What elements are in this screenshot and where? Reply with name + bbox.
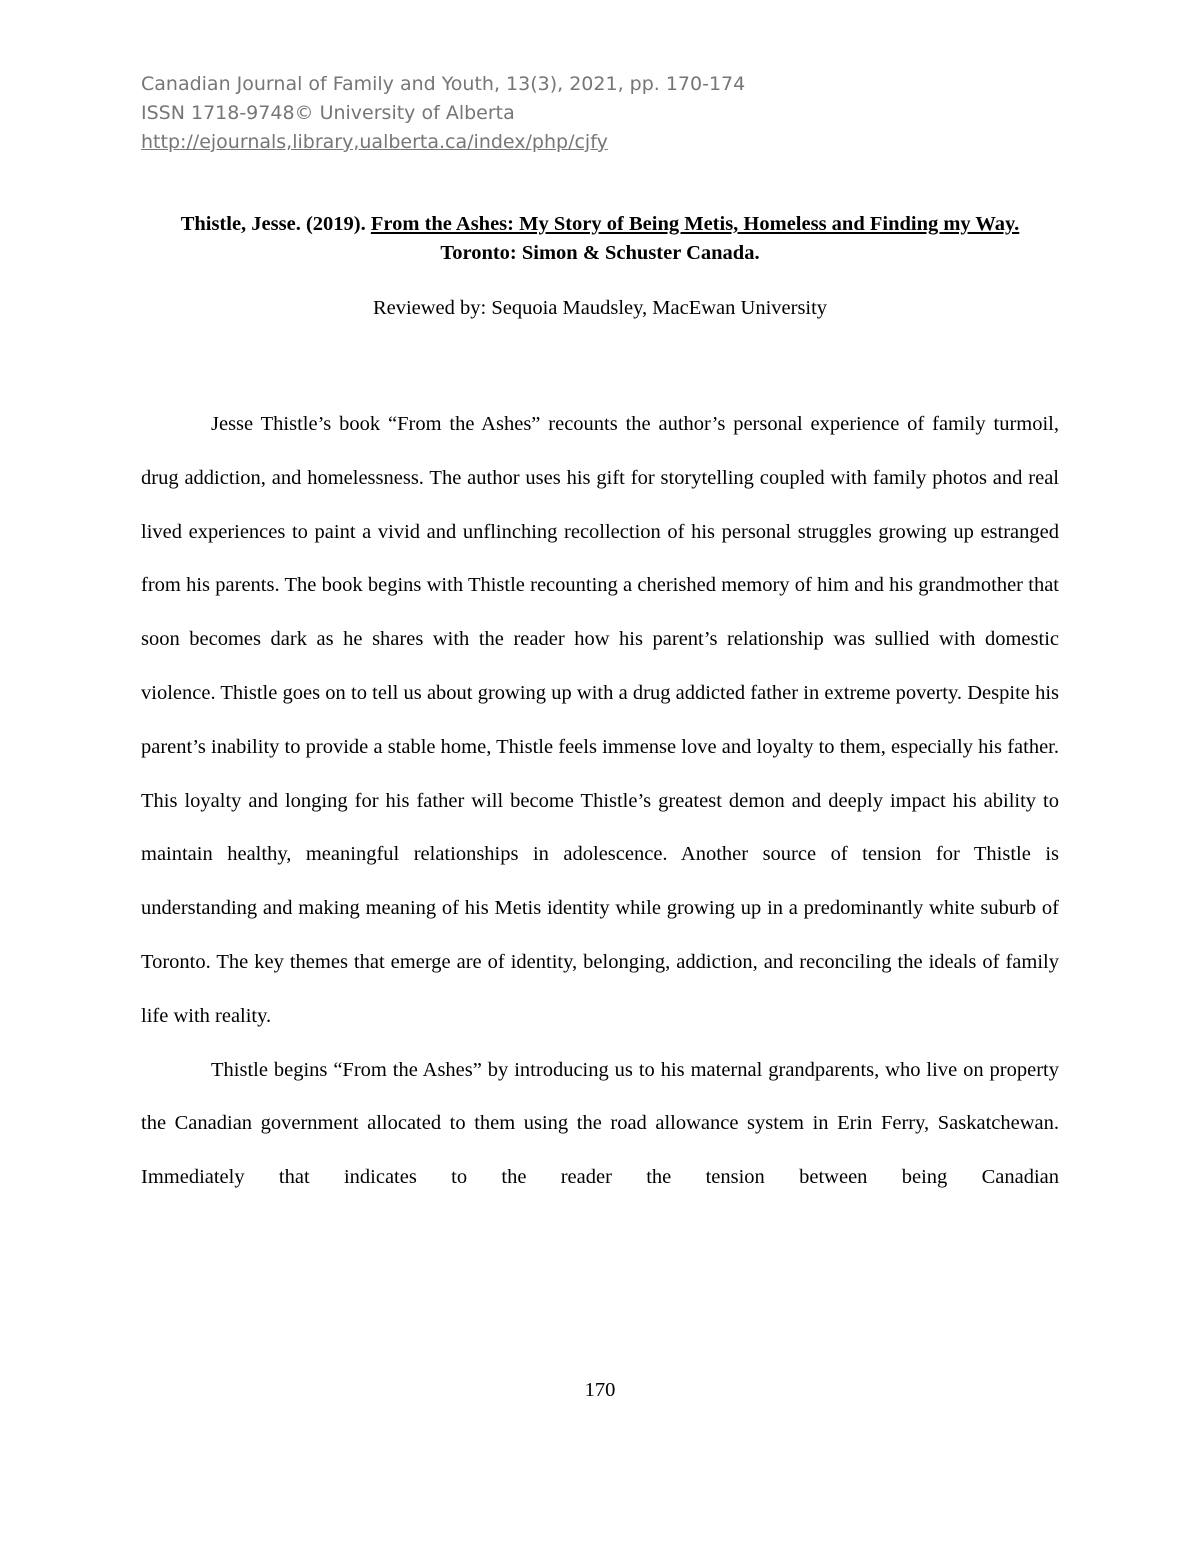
review-body: [141, 398, 1059, 1205]
journal-header: [141, 70, 745, 157]
reviewer-line: Reviewed by: Sequoia Maudsley, MacEwan University: [372, 297, 828, 319]
citation-author-year: Thistle, Jesse. (2019).: [180, 213, 366, 235]
page-number: 170: [584, 1379, 616, 1401]
citation-book-title: From the Ashes: My Story of Being Metis, Homeless and Finding my Way.: [370, 213, 1020, 235]
issn-line: ISSN 1718-9748© University of Alberta: [141, 102, 515, 124]
book-citation: [141, 210, 1059, 268]
body-paragraph: Jesse Thistle’s book “From the Ashes” recounts the author’s personal experience of family turmoil, drug addiction, and homelessness. The author uses his gift for storytelling coupled with family photos and real lived experiences to paint a vivid and unflinching recollection of his personal struggles growing up estranged from his parents. The book begins with Thistle recounting a cherished memory of him and his grandmother that soon becomes dark as he shares with the reader how his parent’s relationship was sullied with domestic violence. Thistle goes on to tell us about growing up with a drug addicted father in extreme poverty. Despite his parent’s inability to provide a stable home, Thistle feels immense love and loyalty to them, especially his father. This loyalty and longing for his father will become Thistle’s greatest demon and deeply impact his ability to maintain healthy, meaningful relationships in adolescence. Another source of tension for Thistle is understanding and making meaning of his Metis identity while growing up in a predominantly white suburb of Toronto. The key themes that emerge are of identity, belonging, addiction, and reconciling the ideals of family life with reality.: [141, 413, 1059, 1027]
journal-citation-line: Canadian Journal of Family and Youth, 13(3), 2021, pp. 170-174: [141, 73, 746, 95]
citation-publisher: Toronto: Simon & Schuster Canada.: [440, 242, 760, 264]
journal-url-link[interactable]: http://ejournals,library,ualberta.ca/index/php/cjfy: [141, 131, 608, 153]
body-paragraph: Thistle begins “From the Ashes” by introducing us to his maternal grandparents, who live on property the Canadian government allocated to them using the road allowance system in Erin Ferry, Saskatchewan. Immediately that indicates to the reader the tension between being Canadian: [141, 1058, 1059, 1189]
